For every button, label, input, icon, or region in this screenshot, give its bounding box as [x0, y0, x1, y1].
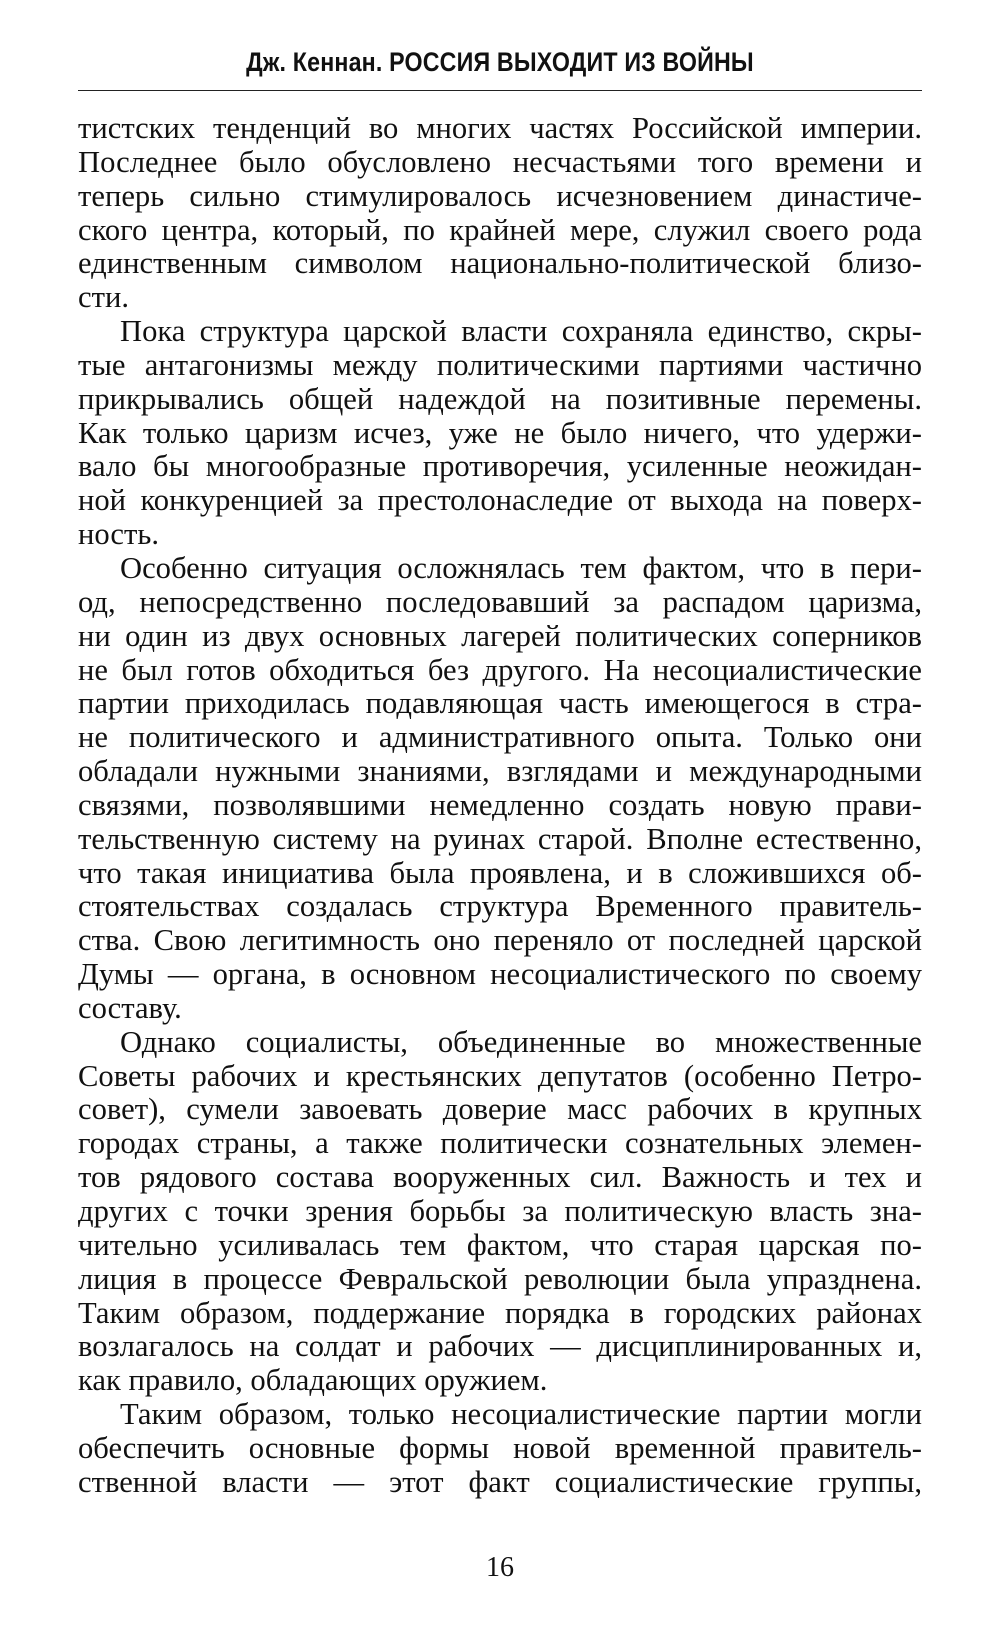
text-line: составу.	[78, 990, 182, 1025]
text-line: Таким образом, поддержание порядка в городских районах	[78, 1295, 922, 1330]
text-line: партии приходилась подавляющая часть имеющегося в стра-	[78, 686, 922, 721]
paragraph	[78, 315, 922, 552]
text-line: ной конкуренцией за престолонаследие от выхода на поверх-	[78, 483, 922, 518]
text-line: возлагалось на солдат и рабочих — дисциплинированных и,	[78, 1329, 922, 1364]
header-rule	[78, 90, 922, 91]
text-line: тов рядового состава вооруженных сил. Важность и тех и	[78, 1160, 922, 1195]
text-line: Советы рабочих и крестьянских депутатов (особенно Петро-	[78, 1058, 922, 1093]
running-header: Дж. Кеннан. РОССИЯ ВЫХОДИТ ИЗ ВОЙНЫ	[246, 47, 754, 77]
text-line: обладали нужными знаниями, взглядами и международными	[78, 754, 922, 789]
paragraph	[78, 1398, 922, 1500]
text-line: других с точки зрения борьбы за политическую власть зна-	[78, 1194, 922, 1228]
text-line: как правило, обладающих оружием.	[78, 1363, 548, 1398]
text-line: теперь сильно стимулировалось исчезновением династиче-	[78, 178, 922, 213]
text-line: ность.	[78, 517, 159, 552]
page-number: 16	[486, 1552, 514, 1583]
text-line: чительно усиливалась тем фактом, что старая царская по-	[78, 1227, 922, 1262]
text-line: что такая инициатива была проявлена, и в сложившихся об-	[78, 855, 922, 890]
text-line: совет), сумели завоевать доверие масс рабочих в крупных	[78, 1092, 922, 1127]
text-line: вало бы многообразные противоречия, усиленные неожидан-	[78, 449, 922, 484]
text-line: Как только царизм исчез, уже не было ничего, что удержи-	[78, 415, 922, 450]
text-line: ственной власти — этот факт социалистические группы,	[78, 1464, 922, 1499]
text-line: не политического и административного опыта. Только они	[78, 720, 922, 755]
text-line: обеспечить основные формы новой временной правитель-	[78, 1430, 922, 1465]
text-line: прикрывались общей надеждой на позитивные перемены.	[78, 381, 922, 416]
text-line: городах страны, а также политически сознательных элемен-	[78, 1126, 922, 1161]
paragraph	[78, 112, 922, 315]
text-line: лиция в процессе Февральской революции была упразднена.	[78, 1261, 922, 1296]
text-line: Думы — органа, в основном несоциалистического по своему	[78, 957, 922, 992]
text-line: единственным символом национально-политической близо-	[78, 246, 922, 281]
text-line: тистских тенденций во многих частях Российской империи.	[78, 111, 922, 145]
body-text	[78, 112, 922, 1500]
text-line: од, непосредственно последовавший за распадом царизма,	[78, 584, 922, 619]
paragraph	[78, 552, 922, 1026]
text-line: связями, позволявшими немедленно создать новую прави-	[78, 787, 922, 822]
text-line: Последнее было обусловлено несчастьями того времени и	[78, 144, 922, 179]
text-line: ства. Свою легитимность оно переняло от последней царской	[78, 923, 922, 958]
text-line: сти.	[78, 280, 129, 315]
text-line: не был готов обходиться без другого. На несоциалистические	[78, 652, 922, 687]
text-line: Особенно ситуация осложнялась тем фактом, что в пери-	[120, 550, 922, 585]
text-line: стоятельствах создалась структура Временного правитель-	[78, 889, 922, 924]
paragraph	[78, 1026, 922, 1398]
text-line: Однако социалисты, объединенные во множественные	[120, 1024, 922, 1059]
text-line: тые антагонизмы между политическими партиями частично	[78, 347, 922, 382]
text-line: Таким образом, только несоциалистические партии могли	[120, 1397, 922, 1432]
text-line: ского центра, который, по крайней мере, служил своего рода	[78, 212, 922, 247]
text-line: Пока структура царской власти сохраняла единство, скры-	[120, 314, 922, 349]
text-line: тельственную систему на руинах старой. Вполне естественно,	[78, 821, 922, 856]
text-line: ни один из двух основных лагерей политических соперников	[78, 618, 922, 653]
